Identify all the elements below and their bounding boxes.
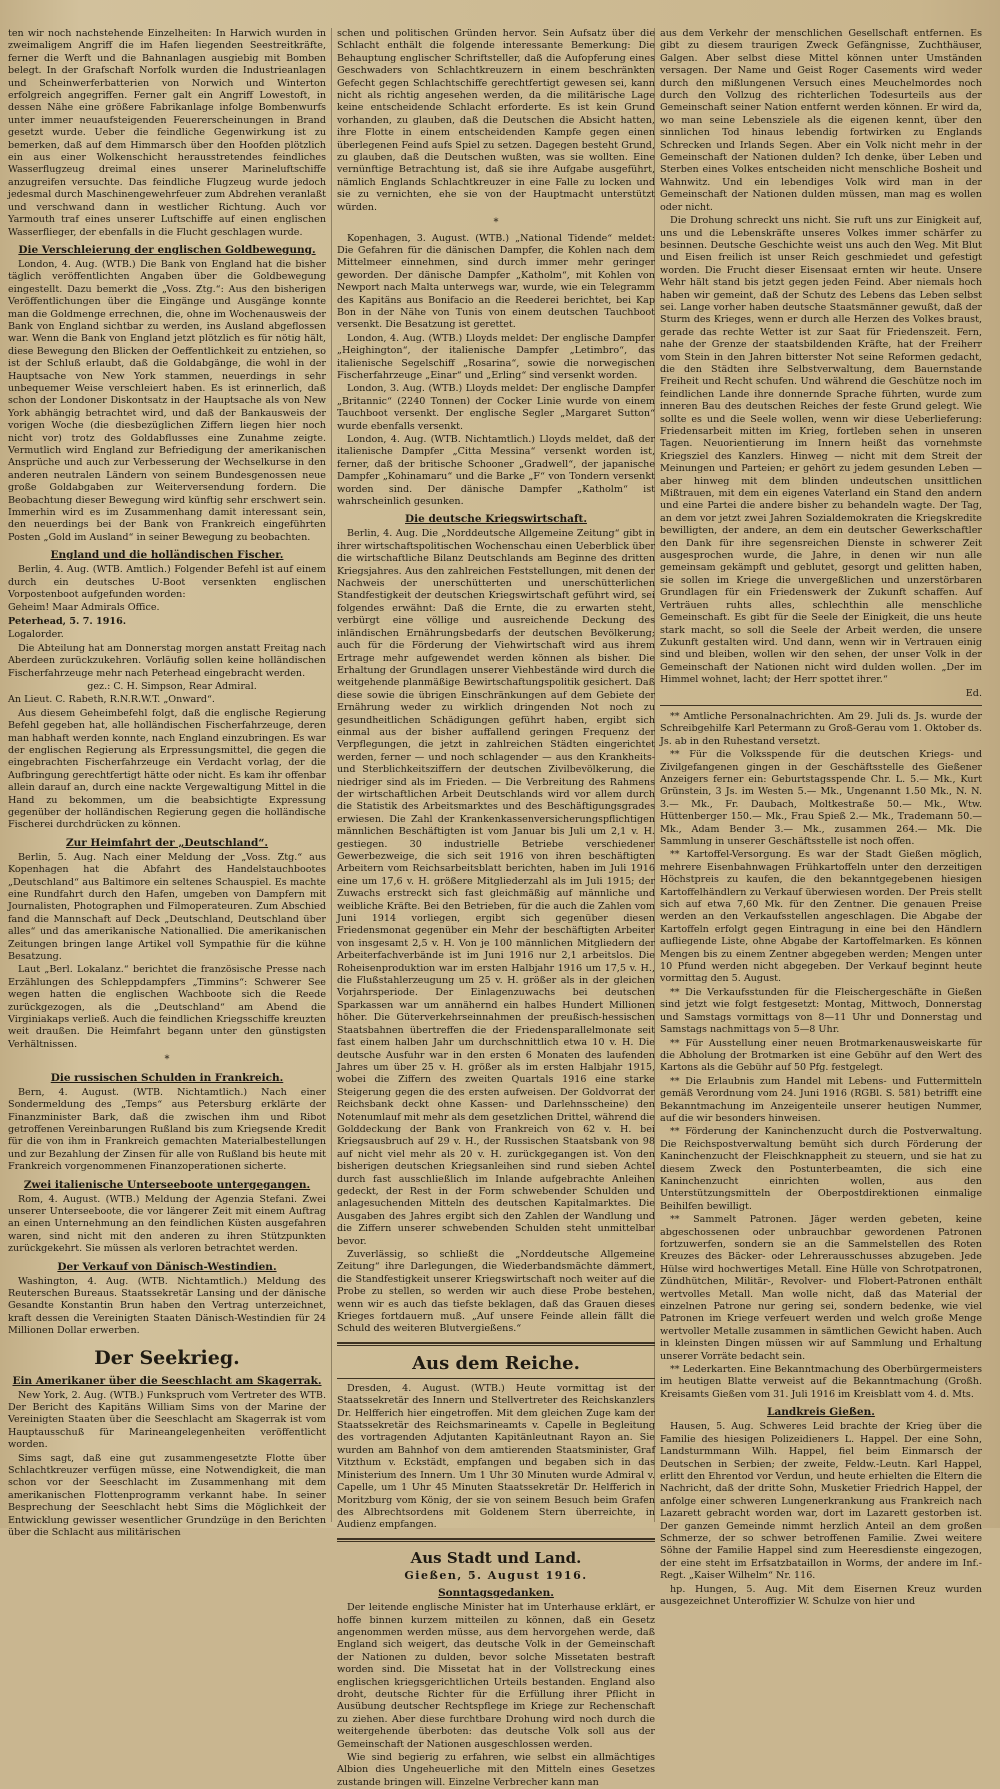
column-rule bbox=[331, 28, 332, 1522]
article-paragraph: London, 4. Aug. (WTB.) Die Bank von England hat die bisher täglich veröffentlichten Angaben über die Goldbewegung eingestellt. Dazu bemerkt die „Voss. Ztg.“: Aus den bisherigen Veröffentlichungen über die Eingänge und Ausgänge konnte man die Goldmenge errechnen, die, ohne im Wochenausweis der Bank von England sichtbar zu werden, ins Ausland abgeflossen war. Wenn die Bank von England jetzt plötzlich es für nötig hält, diese Bewegung den Blicken der Oeffentlichkeit zu entziehen, so ist der Schluß erlaubt, daß die Goldabgänge, die wohl in der Hauptsache von New York stammen, neuerdings in sehr unbequemer Weise verschleiert haben. Es ist erinnerlich, daß schon der Londoner Diskontsatz in der Hauptsache als von New York abhängig betrachtet wird, und daß der Bankausweis der vorigen Woche (die diesbezüglichen Ziffern liegen hier noch nicht vor) trotz des Goldabflusses eine Zunahme zeigte. Vermutlich wird England zur Befriedigung der amerikanischen Ansprüche und auch zur Verbesserung der Wechselkurse in den anderen neutralen Ländern von seinem Bundesgenossen neue große Goldabgaben zur Weiterversendung fordern. Die Beobachtung dieser Bewegung wird künftig sehr erschwert sein. Immerhin wird es im Zusammenhang damit interessant sein, den neuerdings bei der Bank von Frankreich eingeführten Posten „Gold im Ausland“ in seiner Bewegung zu beobachten. bbox=[8, 258, 326, 543]
news-item: ** Sammelt Patronen. Jäger werden gebeten, keine abgeschossenen oder unbrauchbar gewordenen Patronen fortzuwerfen, sondern sie an die Sammelstellen des Roten Kreuzes des Bäcker- oder Lehrerausschusses abzugeben. Jede Hülse wird hochwertiges Metall. Eine Hülle von Schrotpatronen, Zündhütchen, Militär-, Revolver- und Flobert-Patronen enthält wertvolles Metall. Man wolle nicht, daß das Material der einzelnen Patrone nur gering sei, sondern bedenke, wie viel Patronen im Kriege verfeuert werden und welch große Menge wertvoller Metalle zusammen in sämtlichen Gewicht haben. Auch in kleinsten Dingen müssen wir auf Sammlung und Erhaltung unserer Vorräte bedacht sein. bbox=[660, 1214, 982, 1362]
column-2 bbox=[337, 28, 655, 1788]
dateline: Gießen, 5. August 1916. bbox=[404, 1568, 588, 1582]
article-paragraph: Die Drohung schreckt uns nicht. Sie ruft uns zur Einigkeit auf, uns und die Lebenskräfte unseres Volkes immer schärfer zu besinnen. Deutsche Geschichte weist uns auch den Weg. Mit Blut und Eisen freilich ist unser Reich geschmiedet und gefestigt worden. Die Frucht dieser Eisensaat ernten wir heute. Unsere Wehr hält stand bis jetzt gegen jeden Feind. Aber niemals hoch haben wir gemeint, daß der Schutz des Lebens das Leben selbst sei. Lange vorher haben deutsche Staatsmänner gewußt, daß der Sturm des Krieges, wenn er durch alle Herzen des Volkes braust, gerade das rechte Wetter ist zur Saat für Friedenszeit. Fern, nahe der Grenze der staatsbildenden Kräfte, hat der Freiherr vom Stein in den Jahren bitterster Not seine Reformen gedacht, die den Städten ihre Selbstverwaltung, dem Bauernstande Freiheit und Recht schufen. Und während die Geschütze noch im feindlichen Lande ihre donnernde Sprache führten, wurde zum inneren Bau des deutschen Reiches der feste Grund gelegt. Wie sollte es und die Seele wollen, wenn wir diese Ueberlieferung: Friedensarbeit mitten im Krieg, fortleben sehen in unseren Tagen. Neuorientierung im Innern heißt das vornehmste Kriegsziel des Kanzlers. Hinweg — nicht mit dem Streit der Meinungen und Parteien; er gehört zu jedem gesunden Leben — aber hinweg mit dem blinden undeutschen unsittlichen Mißtrauen, mit dem ein eigenes Vaterland ein Stand den andern und eine Partei die andere bisher zu behandeln wagte. Der Tag, an dem vor jetzt zwei Jahren Sozialdemokraten die Kriegskredite bewilligten, der andere, an dem ein deutscher Gewerkschaftler den Dank für ihre segensreichen Dienste in schwerer Zeit ausgesprochen wurde, die Jahre, in denen wir nun alle gemeinsam gekämpft und geblutet, gesorgt und gelitten haben, sie sollen im Kriege die unvergeßlichen und unzerstörbaren Grundlagen für ein Friedenswerk der Zukunft schaffen. Auf Verträuen ruhts alles, schlechthin alle menschliche Gemeinschaft. Es gibt für die Seele der Einigkeit, die uns heute stark macht, so soll die Seele der Arbeit werden, die unsere Zukunft gestalten wird. Und dann, wenn wir in Vertrauen einig sind und bleiben, wollen wir den sehen, der unser Volk in der Gemeinschaft der Nationen nicht wird dulden wollen. „Der im Himmel wohnet, lacht; der Herr spottet ihrer.“ bbox=[660, 215, 982, 686]
order-line: Die Abteilung hat am Donnerstag morgen anstatt Freitag nach Aberdeen zurückzukehren. Vorläufig sollen keine holländischen Fischerfahrzeuge mehr nach Peterhead eingebracht werden. bbox=[8, 642, 326, 679]
article-paragraph: Kopenhagen, 3. August. (WTB.) „National Tidende“ meldet: Die Gefahren für die dänischen Dampfer, die Kohlen nach dem Mittelmeer einnehmen, sind durch immer mehr geringer geworden. Der dänische Dampfer „Katholm“, mit Kohlen von Newport nach Malta unterwegs war, wurde, wie ein Telegramm des Kapitäns aus Bonifacio an die Reederei berichtet, bei Kap Bon in der Nähe von Tunis von einem deutschen Tauchboot versenkt. Die Besatzung ist gerettet. bbox=[337, 232, 655, 331]
news-item: ** Amtliche Personalnachrichten. Am 29. Juli ds. Js. wurde der Schreibgehilfe Karl Petermann zu Groß-Gerau vom 1. Oktober ds. Js. ab in den Ruhestand versetzt. bbox=[660, 710, 982, 747]
section-heading: Der Seekrieg. bbox=[94, 1346, 240, 1369]
article-paragraph: Dresden, 4. August. (WTB.) Heute vormittag ist der Staatssekretär des Innern und Stellvertreter des Reichskanzlers Dr. Helfferich hier eingetroffen. Mit dem gleichen Zuge kam der Staatssekretär des Reichsmarineamts v. Capelle in Begleitung des vortragenden Adjutanten Kapitänleutnant Rayon an. Sie wurden am Bahnhof von dem amtierenden Staatsminister, Graf Vitzthum v. Eckstädt, empfangen und begaben sich in das Ministerium des Innern. Um 1 Uhr 30 Minuten wurde Admiral v. Capelle, um 1 Uhr 45 Minuten Staatssekretär Dr. Helfferich in Moritzburg vom König, der sie von seinem Besuch beim Grafen des Albrechtsordens mit Goldenem Stern überreichte, in Audienz empfangen. bbox=[337, 1382, 655, 1531]
article-heading: Der Verkauf von Dänisch-Westindien. bbox=[57, 1260, 277, 1273]
article-heading: England und die holländischen Fischer. bbox=[50, 549, 284, 562]
order-line: Logalorder. bbox=[8, 629, 64, 641]
section-rule bbox=[337, 1342, 655, 1346]
order-line: An Lieut. C. Rabeth, R.N.R.W.T. „Onward“. bbox=[8, 694, 215, 706]
article-paragraph: Berlin, 4. Aug. (WTB. Amtlich.) Folgender Befehl ist auf einem durch ein deutsches U-Boot versenkten englischen Vorpostenboot aufgefunden worden: bbox=[8, 564, 326, 601]
article-heading: Die russischen Schulden in Frankreich. bbox=[50, 1071, 284, 1084]
news-item: ** Kartoffel-Versorgung. Es war der Stadt Gießen möglich, mehrere Eisenbahnwagen Frühkartoffeln unter den derzeitigen Höchstpreis zu kaufen, die den bekanntgegebenen hiesigen Kartoffelhändlern zu Verkauf überwiesen worden. Der Preis stellt sich auf etwa 7,60 Mk. für den Zentner. Die genauen Preise werden an den Verkaufsstellen angeschlagen. Die Abgabe der Kartoffeln erfolgt gegen Eintragung in eine bei den Händlern aufliegende Liste, ohne Abgabe der Kartoffelmarken. Es können Mengen bis zu einem Zentner abgegeben werden; Mengen unter 10 Pfund werden nicht abgegeben. Der Verkauf beginnt heute vormittag den 5. August. bbox=[660, 849, 982, 985]
news-item: ** Förderung der Kaninchenzucht durch die Postverwaltung. Die Reichspostverwaltung bemüht sich durch Förderung der Kaninchenzucht der Fleischknappheit zu steuern, und sie hat zu diesem Zweck den Postunterbeamten, die sich eine Kaninchenzucht einrichten wollen, aus den Unterstützungsmitteln der Oberpostdirektionen einmalige Beihilfen bewilligt. bbox=[660, 1126, 982, 1212]
article-paragraph: Wie sind begierig zu erfahren, wie selbst ein allmächtiges Albion dies Ungeheuerliche mit den Mitteln eines Gesetzes zustande bringen will. Einzelne Verbrecher kann man bbox=[337, 1752, 655, 1788]
order-line: Peterhead, 5. 7. 1916. bbox=[8, 615, 127, 627]
article-heading: Ein Amerikaner über die Seeschlacht am Skagerrak. bbox=[12, 1374, 322, 1387]
article-paragraph: London, 4. Aug. (WTB. Nichtamtlich.) Lloyds meldet, daß der italienische Dampfer „Citta Messina“ versenkt worden ist, ferner, daß der britische Schooner „Gradwell“, der japanische Dampfer „Kohinamaru“ und die Barke „F“ von Tondern versenkt worden sind. Der dänische Dampfer „Katholm“ ist wahrscheinlich gesunken. bbox=[337, 434, 655, 508]
article-paragraph: Rom, 4. August. (WTB.) Meldung der Agenzia Stefani. Zwei unserer Unterseeboote, die vor längerer Zeit mit einem Auftrag an einen Unternehmung an den feindlichen Küsten ausgefahren waren, sind nicht mit den anderen zu ihren Stützpunkten zurückgekehrt. Sie müssen als verloren betrachtet werden. bbox=[8, 1193, 326, 1255]
article-paragraph: London, 4. Aug. (WTB.) Lloyds meldet: Der englische Dampfer „Heighington“, der italienische Dampfer „Letimbro“, das italienische Segelschiff „Rosarina“, sowie die norwegischen Fischerfahrzeuge „Einar“ und „Erling“ sind versenkt worden. bbox=[337, 332, 655, 381]
article-heading: Zwei italienische Unterseeboote untergegangen. bbox=[23, 1178, 311, 1191]
article-paragraph: London, 3. Aug. (WTB.) Lloyds meldet: Der englische Dampfer „Britannic“ (2240 Tonnen) der Cocker Linie wurde von einem Tauchboot versenkt. Der englische Segler „Margaret Sutton“ wurde ebenfalls versenkt. bbox=[337, 383, 655, 432]
article-paragraph: aus dem Verkehr der menschlichen Gesellschaft entfernen. Es gibt zu diesem traurigen Zweck Gefängnisse, Zuchthäuser, Galgen. Aber selbst diese Mittel können unter Umständen versagen. Der Name und Geist Roger Casements wird weder durch den mißlungenen Versuch eines Meuchelmordes noch durch den Vollzug des richterlichen Todesurteils aus der Gemeinschaft seiner Nation entfernt werden können. Er wird da, wo man seine Lebensziele als die eigenen kennt, über den sinnlichen Tod hinaus lebendig fortwirken zu Englands Schrecken und Irlands Segen. Aber ein Volk nicht mehr in der Gemeinschaft der Nationen dulden? Ich denke, über Leben und Sterben eines Volkes entscheiden nicht menschliche Bosheit und Wahnwitz. Und ein lebendiges Volk wird man in der Gemeinschaft der Nationen dulden müssen, man mag es wollen oder nicht. bbox=[660, 28, 982, 213]
news-item: ** Für die Volksspende für die deutschen Kriegs- und Zivilgefangenen gingen in der Geschäftsstelle des Gießener Anzeigers ferner ein: Geburtstagsspende Chr. L. 5.— Mk., Kurt Grünstein, 3 Js. im Westen 5.— Mk., Ungenannt 1.50 Mk., N. N. 3.— Mk., Fr. Daubach, Moltkestraße 50.— Mk., Wtw. Hüttenberger 150.— Mk., Frau Spieß 2.— Mk., Trademann 50.— Mk., Adam Bender 3.— Mk., zusammen 264.— Mk. Die Sammlung in unserer Geschäftsstelle ist noch offen. bbox=[660, 749, 982, 847]
order-line: Geheim! Maar Admirals Office. bbox=[8, 602, 160, 614]
article-paragraph: Bern, 4. August. (WTB. Nichtamtlich.) Nach einer Sondermeldung des „Temps“ aus Petersburg erklärte der Finanzminister Bark, daß die zwischen ihm und Ribot getroffenen Vereinbarungen Rußland bis zum Kriegsende Kredit für die von ihm in Frankreich gemachten Materialbestellungen und zur Bezahlung der Zinsen für alle von Rußland bis heute mit Frankreich vorgenommenen Finanzoperationen sicherte. bbox=[8, 1086, 326, 1173]
section-heading: Aus dem Reiche. bbox=[337, 1352, 655, 1379]
article-paragraph: Washington, 4. Aug. (WTB. Nichtamtlich.) Meldung des Reuterschen Bureaus. Staatssekretär Lansing und der dänische Gesandte Konstantin Brun haben den Vertrag unterzeichnet, kraft dessen die Vereinigten Staaten Dänisch-Westindien für 24 Millionen Dollar erwerben. bbox=[8, 1275, 326, 1337]
order-line: gez.: C. H. Simpson, Rear Admiral. bbox=[87, 680, 257, 692]
article-heading: Zur Heimfahrt der „Deutschland“. bbox=[65, 836, 269, 849]
separator-asterisk: * bbox=[493, 217, 499, 229]
news-item: ** Für Ausstellung einer neuen Brotmarkenausweiskarte für die Abholung der Brotmarken ist eine Gebühr auf den Wert des Kartons als die Gebühr auf 50 Pfg. festgelegt. bbox=[660, 1037, 982, 1074]
article-paragraph: New York, 2. Aug. (WTB.) Funkspruch vom Vertreter des WTB. Der Bericht des Kapitäns William Sims von der Marine der Vereinigten Staaten über die Seeschlacht am Skagerrak ist vom Hauptausschuß für Marineangelegenheiten veröffentlicht worden. bbox=[8, 1389, 326, 1451]
news-item: ** Lederkarten. Eine Bekanntmachung des Oberbürgermeisters im heutigen Blatte verweist auf die Bekanntmachung (Großh. Kreisamts Gießen vom 31. Juli 1916 im Kreisblatt vom 4. d. Mts. bbox=[660, 1364, 982, 1400]
intro-paragraph: ten wir noch nachstehende Einzelheiten: In Harwich wurden in zweimaligem Angriff die im Hafen liegenden Seestreitkräfte, ferner die Werft und die Bahnanlagen ausgiebig mit Bomben belegt. In der Grafschaft Norfolk wurden die Industrieanlagen und Scheinwerferbatterien von Norwich und Winterton erfolgreich angegriffen. Ferner galt ein Angriff Lowestoft, in dessen Nähe eine größere Fabrikanlage infolge Bombenwurfs unter immer neuaufsteigenden Feuererscheinungen in Brand gesetzt wurde. Ueber die feindliche Gegenwirkung ist zu bemerken, daß auf dem Himmarsch über den Hoofden plötzlich ein aus einer Wolkenschicht herausstretendes feindliches Wasserflugzeug dreimal eines unserer Marineluftschiffe anzugreifen versuchte. Das feindliche Flugzeug wurde jedoch jedesmal durch Maschinengewehrfeuer zum Abdrehen veranlaßt und verschwand dann in westlicher Richtung. Auch vor Yarmouth traf eines unserer Luftschiffe auf einen englischen Wasserflieger, der ebenfalls in die Flucht geschlagen wurde. bbox=[8, 28, 326, 238]
signature: Ed. bbox=[965, 687, 982, 699]
news-item: Hausen, 5. Aug. Schweres Leid brachte der Krieg über die Familie des hiesigen Polizeidieners L. Happel. Der eine Sohn, Landsturmmann Wilh. Happel, fiel beim Einmarsch der Deutschen in Serbien; der zweite, Feldw.-Leutn. Karl Happel, erlitt den Ehrentod vor Verdun, und heute erhielten die Eltern die Nachricht, daß der dritte Sohn, Musketier Friedrich Happel, der anfolge einer schweren Lungenerkrankung aus Frankreich nach Lazarett gebracht worden war, dort im Lazarett gestorben ist. Der ganzen Gemeinde nimmt herzlich Anteil an dem großen Schmerze, der so schwer betroffenen Familie. Zwei weitere Söhne der Familie Happel sind zum Heeresdienste eingezogen, der eine steht im Erfsatzbataillon in Worms, der andere im Inf.-Regt. „Kaiser Wilhelm“ Nr. 116. bbox=[660, 1421, 982, 1582]
section-heading: Aus Stadt und Land. bbox=[410, 1548, 582, 1567]
section-rule bbox=[660, 705, 982, 706]
article-paragraph: Aus diesem Geheimbefehl folgt, daß die englische Regierung Befehl gegeben hat, alle holländischen Fischerfahrzeuge, deren man habhaft werden konnte, nach England einzubringen. Es war der englischen Regierung als Erpressungsmittel, die gegen die eingebrachten Fischerfahrzeuge ein Verdacht vorlag, der die Aufbringung gerechtfertigt hätte oder nicht. Es kam ihr offenbar allein darauf an, durch eine nackte Vergewaltigung Mittel in die Hand zu bekommen, um die beabsichtigte Expressung gegenüber der holländischen Regierung gegen die holländische Fischerei durchdrücken zu können. bbox=[8, 707, 326, 831]
article-paragraph: schen und politischen Gründen hervor. Sein Aufsatz über die Schlacht enthält die folgende interessante Bemerkung: Die Behauptung englischer Schriftsteller, daß die Aufopferung eines Geschwaders von Schlachtkreuzern in einem beschränkten Gefecht gegen Schlachtschiffe gerechtfertigt gewesen sei, kann nicht als richtig angesehen werden, da die militärische Lage keine entscheidende Schlacht erforderte. Es ist kein Grund vorhanden, zu glauben, daß die Deutschen die Absicht hatten, ihre Flotte in einem entscheidenden Kampfe gegen einen überlegenen Feind aufs Spiel zu setzen. Dagegen besteht Grund, zu glauben, daß die Deutschen wußten, was sie wollten. Eine vernünftige Betrachtung ist, daß sie ihre Aufgabe ausgeführt, nämlich Englands Schlachtkreuzer in eine Falle zu locken und sie zu vernichten, ehe sie von der Hauptmacht unterstützt würden. bbox=[337, 28, 655, 213]
news-item: ** Die Verkaufsstunden für die Fleischergeschäfte in Gießen sind jetzt wie folgt festgesetzt: Montag, Mittwoch, Donnerstag und Samstags vormittags von 8—11 Uhr und Donnerstag und Samstags nachmittags von 5—8 Uhr. bbox=[660, 986, 982, 1036]
article-heading: Die Verschleierung der englischen Goldbewegung. bbox=[18, 243, 316, 256]
article-heading: Sonntagsgedanken. bbox=[438, 1587, 554, 1600]
column-3 bbox=[660, 28, 982, 1607]
section-rule bbox=[337, 1538, 655, 1542]
article-paragraph: Laut „Berl. Lokalanz.“ berichtet die französische Presse nach Erzählungen des Schleppdampfers „Timmins“: Schwerer See wegen hatten die englischen Wachboote sich die Reede zurückgezogen, als die „Deutschland“ am Abend die Virginiakaps verließ. Auch die feindlichen Kriegsschiffe kreuzten weit draußen. Die Heimfahrt begann unter den günstigsten Verhältnissen. bbox=[8, 964, 326, 1050]
column-1 bbox=[8, 28, 326, 1539]
article-heading: Die deutsche Kriegswirtschaft. bbox=[405, 513, 587, 526]
article-paragraph: Zuverlässig, so schließt die „Norddeutsche Allgemeine Zeitung“ ihre Darlegungen, die Wiederbandsmächte dämmert, die Standfestigkeit unserer Kriegswirtschaft noch weiter auf die Probe zu stellen, so werden wir auch diese Probe bestehen, wenn wir es auch das tiefste beklagen, daß das Grauen dieses Krieges fortdauern muß. „Auf unsere Feinde allein fällt die Schuld des weiteren Blutvergießens.“ bbox=[337, 1249, 655, 1335]
article-paragraph: Sims sagt, daß eine gut zusammengesetzte Flotte über Schlachtkreuzer verfügen müsse, eine Notwendigkeit, die man schon vor der Seeschlacht im Zusammenhang mit dem amerikanischen Flottenprogramm verkannt habe. In seiner Besprechung der Seeschlacht hebt Sims die Möglichkeit der Entwicklung gewisser wesentlicher Grundzüge in den Berichten über die Schlacht aus militärischen bbox=[8, 1452, 326, 1539]
news-item: ** Die Erlaubnis zum Handel mit Lebens- und Futtermitteln gemäß Verordnung vom 24. Juni 1916 (RGBl. S. 581) betrifft eine Bekanntmachung im Anzeigenteile unserer heutigen Nummer, auf die wir besonders hinweisen. bbox=[660, 1075, 982, 1124]
separator-asterisk: * bbox=[164, 1054, 170, 1066]
article-paragraph: Berlin, 5. Aug. Nach einer Meldung der „Voss. Ztg.“ aus Kopenhagen hat die Abfahrt des Handelstauchbootes „Deutschland“ aus Baltimore ein seltenes Schauspiel. Es machte eine Rundfahrt durch den Hafen, umgeben von Dampfern mit Journalisten, Photographen und Filmoperateuren. Zum Abschied fand die Mannschaft auf Deck „Deutschland, Deutschland über alles“ und das amerikanische Nationallied. Die amerikanischen Zeitungen bringen lange Artikel voll Sympathie für die kühne Besatzung. bbox=[8, 851, 326, 963]
article-paragraph: Der leitende englische Minister hat im Unterhause erklärt, er hoffe binnen kurzem mitteilen zu können, daß ein Gesetz angenommen werden müsse, aus dem hervorgehen werde, daß England sich weigert, das deutsche Volk in der Gemeinschaft der Nationen zu dulden, bevor solche Missetaten bestraft worden sind. Die Missetat hat in der Vollstreckung eines englischen kriegsgerichtlichen Urteils bestanden. England also droht, deutsche Richter für die Erfüllung ihrer Pflicht in Ausübung deutscher Rechtspflege im Kriege zur Rechenschaft zu ziehen. Aber diese furchtbare Drohung wird noch durch die weitergehende überboten: das deutsche Volk soll aus der Gemeinschaft der Nationen ausgeschlossen werden. bbox=[337, 1602, 655, 1750]
news-item: hp. Hungen, 5. Aug. Mit dem Eisernen Kreuz wurden ausgezeichnet Unteroffizier W. Schulze von hier und bbox=[660, 1583, 982, 1607]
article-heading: Landkreis Gießen. bbox=[767, 1406, 875, 1419]
article-paragraph: Berlin, 4. Aug. Die „Norddeutsche Allgemeine Zeitung“ gibt in ihrer wirtschaftspolitischen Wochenschau einen Ueberblick über die wirtschaftliche Bilanz Deutschlands am Beginne des dritten Kriegsjahres. Aus den zahlreichen Feststellungen, mit denen der Nachweis der unerschütterten und unerschütterlichen Standfestigkeit der deutschen Kriegswirtschaft geführt wird, sei folgendes erwähnt: Daß die Ernte, die zu erwarten steht, verbürgt eine völlige und ausreichende Deckung des inländischen Ernährungsbedarfs der deutschen Bevölkerung; auch für die Förderung der Viehwirtschaft wird aus ihrem Ertrage mehr aufgewendet werden können als bisher. Die Erhaltung der Grundlagen unserer Viehbestände wird durch die weitgehende planmäßige Bewirtschaftungspolitik gesichert. Daß diese sowie die übrigen Einschränkungen auf dem Gebiete der Ernährung weder zu wirklich dringenden Not noch zu gesundheitlichen Schädigungen geführt haben, ergibt sich einmal aus der bisher auffallend geringen Frequenz der Verpflegungen, die jetzt in zahlreichen Städten eingerichtet werden, ferner — und noch schlagender — aus den Krankheits- und Sterblichkeitsziffern der deutschen Zivilbevölkerung, die niedriger sind als im Frieden. — Die Verbreitung des Rahmens der wirtschaftlichen Arbeit Deutschlands wird vor allem durch die Statistik des Arbeitsmarktes und des Beschäftigungsgrades erwiesen. Die Zahl der Krankenkassenversicherungspflichtigen männlichen Beschäftigten ist vom Januar bis Juli um 2,1 v. H. gestiegen. 30 industrielle Betriebe verschiedener Gewerbezweige, die sich seit 1916 von ihren beschäftigten Arbeitern vom Reichsarbeitsblatt berichten, haben im Juli 1916 eine um 17,6 v. H. größere Mitgliederzahl als im Juli 1915; der Zuwachs erstreckt sich fast gleichmäßig auf männliche und weibliche Kräfte. Bei den Betrieben, für die auch die Zahlen vom Juni 1914 vorliegen, ergibt sich gegenüber diesen Friedensmonat gegenüber ein Mehr der beschäftigten Arbeiter von insgesamt 2,5 v. H. Von je 100 männlichen Mitgliedern der Arbeiterfachverbände ist im Juni 1916 nur 2,1 arbeitslos. Die Roheisenproduktion war im ersten Halbjahr 1916 um 17,5 v. H., die Flußstahlerzeugung um 25 v. H. größer als in der gleichen Vorjahrsperiode. Der Einlagenzuwachs bei deutschen Sparkassen war um annähernd ein halbes Hundert Millionen höher. Die Güterverkehrseinnahmen der preußisch-hessischen Staatsbahnen übertreffen die der Friedensparallelmonate seit fast einem halben Jahr um durchschnittlich etwa 10 v. H. Die deutsche Ausfuhr war in den ersten 6 Monaten des laufenden Jahres um über 25 v. H. größer als im ersten Halbjahr 1915, wobei die Ziffern des zweiten Quartals 1916 eine starke Steigerung gegen die des ersten aufweisen. Der Goldvorrat der Reichsbank deckt ohne Kassen- und Darlehnsscheine) den Notenumlauf mit mehr als dem gesetzlichen Drittel, während die Golddeckung der Bank von Frankreich von 62 v. H. bei Kriegsausbruch auf 29 v. H., der Russischen Staatsbank von 98 auf nicht viel mehr als 20 v. H. zurückgegangen ist. Von den bisherigen deutschen Kriegsanleihen sind rund sieben Achtel durch fast ausschließlich im Inlande aufgebrachte Anleihen gedeckt, der Rest in der Form schwebender Schulden und anlagesuchenden Mitteln des deutschen Kapitalmarktes. Die Ausgaben des Jahres ergibt sich den Zahlen der Wandlung und die Ziffern unserer schwebenden Schulden steht unmittelbar bevor. bbox=[337, 528, 655, 1247]
